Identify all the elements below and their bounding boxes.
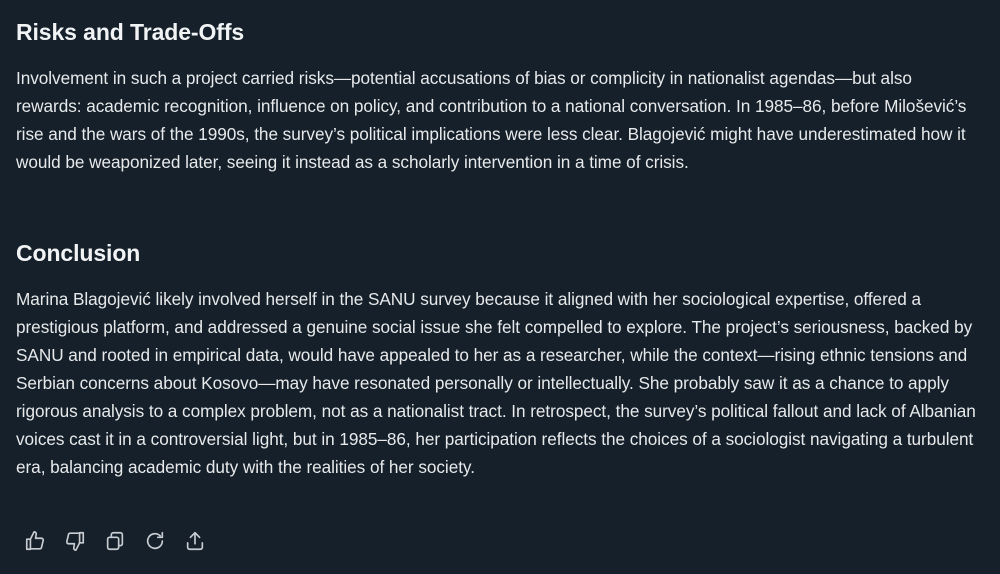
share-icon [184,530,206,552]
copy-icon [104,530,126,552]
regenerate-button[interactable] [144,528,184,554]
message-actions [24,528,224,554]
regenerate-icon [144,530,166,552]
share-button[interactable] [184,528,224,554]
copy-button[interactable] [104,528,144,554]
section-heading-conclusion: Conclusion [16,240,141,266]
dislike-button[interactable] [64,528,104,554]
section-body-conclusion: Marina Blagojević likely involved herself in the SANU survey because it aligned with her sociological expertise, offered a prestigious platform, and addressed a genuine social issue she felt compelled to explore. The project’s seriousness, backed by SANU and rooted in empirical data, would have appealed to her as a researcher, while the context—rising ethnic tensions and Serbian concerns about Kosovo—may have resonated personally or intellectually. She probably saw it as a chance to apply rigorous analysis to a complex problem, not as a nationalist tract. In retrospect, the survey’s political fallout and lack of Albanian voices cast it in a controversial light, but in 1985–86, her participation reflects the choices of a sociologist navigating a turbulent era, balancing academic duty with the realities of her society. [16,289,976,477]
thumbs-up-icon [24,530,46,552]
section-heading-risks: Risks and Trade-Offs [16,19,245,45]
thumbs-down-icon [64,530,86,552]
like-button[interactable] [24,528,64,554]
section-body-risks: Involvement in such a project carried risks—potential accusations of bias or complicity in nationalist agendas—but also rewards: academic recognition, influence on policy, and contribution to a national conversation. In 1985–86, before Milošević’s rise and the wars of the 1990s, the survey’s political implications were less clear. Blagojević might have underestimated how it would be weaponized later, seeing it instead as a scholarly intervention in a time of crisis. [16,68,967,172]
